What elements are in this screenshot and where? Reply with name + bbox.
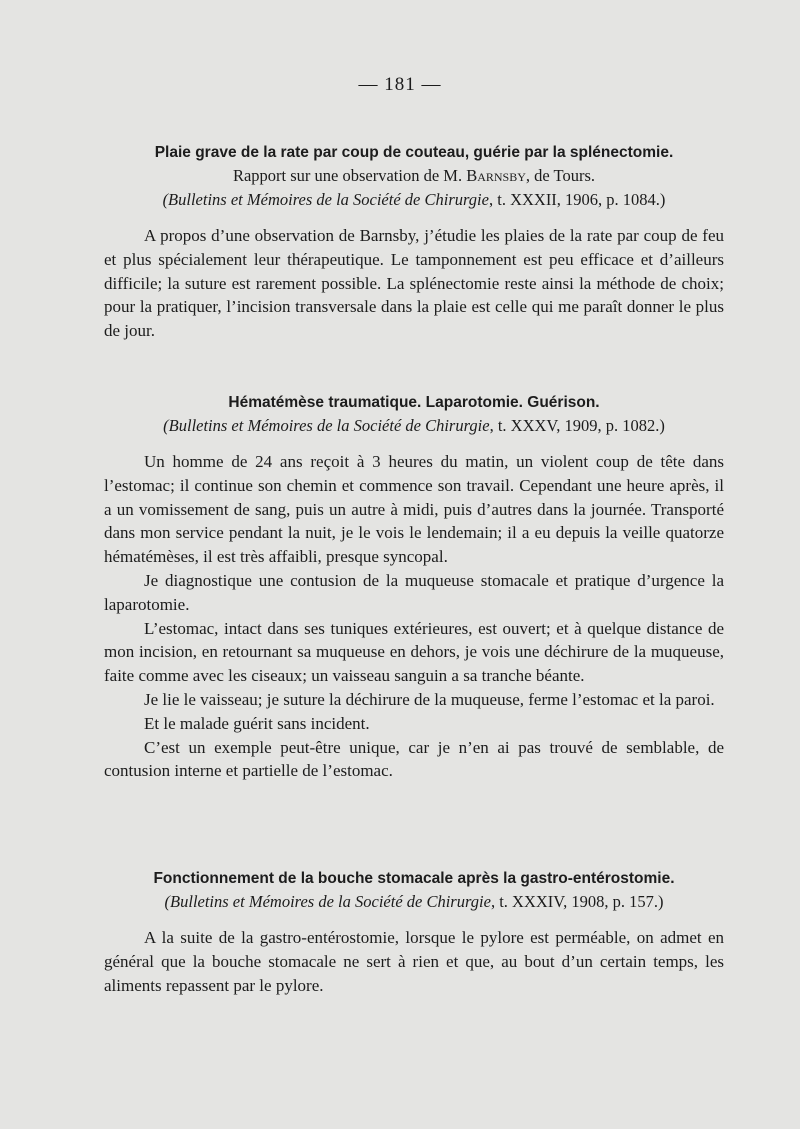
section-citation: (Bulletins et Mémoires de la Société de Chirurgie, t. XXXV, 1909, p. 1082.): [163, 416, 665, 435]
section-title: Hématémèse traumatique. Laparotomie. Guérison.: [228, 394, 600, 411]
section-title: Fonctionnement de la bouche stomacale après la gastro-entérostomie.: [153, 870, 675, 887]
paragraph: Je diagnostique une contusion de la muqueuse stomacale et pratique d’urgence la laparotomie.: [104, 570, 724, 614]
paragraph: L’estomac, intact dans ses tuniques extérieures, est ouvert; et à quelque distance de mon incision, en retournant sa muqueuse en dehors, je vois une déchirure de la muqueuse, faite comme avec les ciseaux; un vaisseau sanguin a sa tranche béante.: [104, 618, 724, 686]
section-gastro-enterostomie: [104, 868, 724, 997]
paragraph: Et le malade guérit sans incident.: [144, 713, 370, 733]
paragraph: C’est un exemple peut-être unique, car je n’en ai pas trouvé de semblable, de contusion interne et partielle de l’estomac.: [104, 737, 724, 781]
paragraph: Un homme de 24 ans reçoit à 3 heures du matin, un violent coup de tête dans l’estomac; il continue son chemin et commence son travail. Cependant une heure après, il a un vomissement de sang, puis un autre à midi, puis d’autres dans la journée. Transporté dans mon service pendant la nuit, je le vois le lendemain; il a eu depuis la veille quatorze hématémèses, il est très affaibli, presque syncopal.: [104, 452, 724, 567]
section-citation: (Bulletins et Mémoires de la Société de Chirurgie, t. XXXII, 1906, p. 1084.): [162, 190, 666, 209]
section-title: Plaie grave de la rate par coup de couteau, guérie par la splénectomie.: [154, 144, 674, 161]
section-splenectomie: [104, 142, 724, 343]
paragraph: Je lie le vaisseau; je suture la déchirure de la muqueuse, ferme l’estomac et la paroi.: [144, 689, 715, 709]
section-hematemese: [104, 392, 724, 783]
paragraph: A propos d’une observation de Barnsby, j’étudie les plaies de la rate par coup de feu et plus spécialement leur thérapeutique. Le tamponnement est peu efficace et d’ailleurs difficile; la suture est rarement possible. La splénectomie reste ainsi la méthode de choix; pour la pratiquer, l’incision transversale dans la plaie est celle qui me paraît donner le plus de jour.: [104, 226, 724, 341]
page-number: — 181 —: [358, 74, 442, 95]
section-citation: (Bulletins et Mémoires de la Société de Chirurgie, t. XXXIV, 1908, p. 157.): [164, 892, 664, 911]
section-subtitle: Rapport sur une observation de M. Barnsby, de Tours.: [232, 166, 596, 185]
paragraph: A la suite de la gastro-entérostomie, lorsque le pylore est perméable, on admet en général que la bouche stomacale ne sert à rien et que, au bout d’un certain temps, les aliments repassent par le pylore.: [104, 928, 724, 995]
author-name: Barnsby: [466, 166, 526, 185]
